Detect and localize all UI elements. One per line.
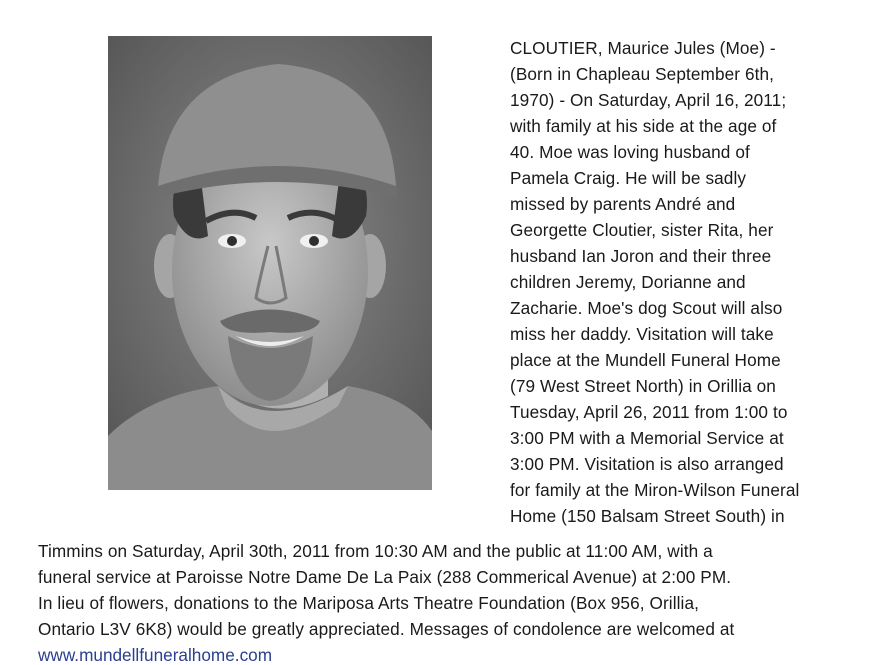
obituary-line: CLOUTIER, Maurice Jules (Moe) -: [510, 38, 776, 58]
obituary-line: 3:00 PM. Visitation is also arranged: [510, 454, 784, 474]
obituary-line: place at the Mundell Funeral Home: [510, 350, 781, 370]
obituary-line: Home (150 Balsam Street South) in: [510, 506, 785, 526]
obituary-line: husband Ian Joron and their three: [510, 246, 772, 266]
obituary-line: Georgette Cloutier, sister Rita, her: [510, 220, 774, 240]
obituary-line: 1970) - On Saturday, April 16, 2011;: [510, 90, 787, 110]
obituary-line: (Born in Chapleau September 6th,: [510, 64, 775, 84]
obituary-line: Ontario L3V 6K8) would be greatly appreciated. Messages of condolence are welcomed at: [38, 619, 735, 639]
portrait-illustration: [108, 36, 432, 490]
obituary-line: miss her daddy. Visitation will take: [510, 324, 774, 344]
obituary-line: (79 West Street North) in Orillia on: [510, 376, 776, 396]
obituary-line: 3:00 PM with a Memorial Service at: [510, 428, 784, 448]
obituary-line: missed by parents André and: [510, 194, 736, 214]
website-link[interactable]: www.mundellfuneralhome.com: [38, 645, 273, 665]
obituary-line: for family at the Miron-Wilson Funeral: [510, 480, 800, 500]
obituary-line: with family at his side at the age of: [510, 116, 777, 136]
obituary-line: funeral service at Paroisse Notre Dame De La Paix (288 Commerical Avenue) at 2:00 PM.: [38, 567, 732, 587]
portrait-photo: [108, 36, 432, 490]
obituary-line: Zacharie. Moe's dog Scout will also: [510, 298, 783, 318]
obituary-line: Tuesday, April 26, 2011 from 1:00 to: [510, 402, 788, 422]
obituary-line: 40. Moe was loving husband of: [510, 142, 750, 162]
obituary-line: In lieu of flowers, donations to the Mariposa Arts Theatre Foundation (Box 956, Orillia,: [38, 593, 700, 613]
obituary-line: Pamela Craig. He will be sadly: [510, 168, 747, 188]
obituary-line: Timmins on Saturday, April 30th, 2011 from 10:30 AM and the public at 11:00 AM, with a: [38, 541, 713, 561]
obituary-line: children Jeremy, Dorianne and: [510, 272, 746, 292]
